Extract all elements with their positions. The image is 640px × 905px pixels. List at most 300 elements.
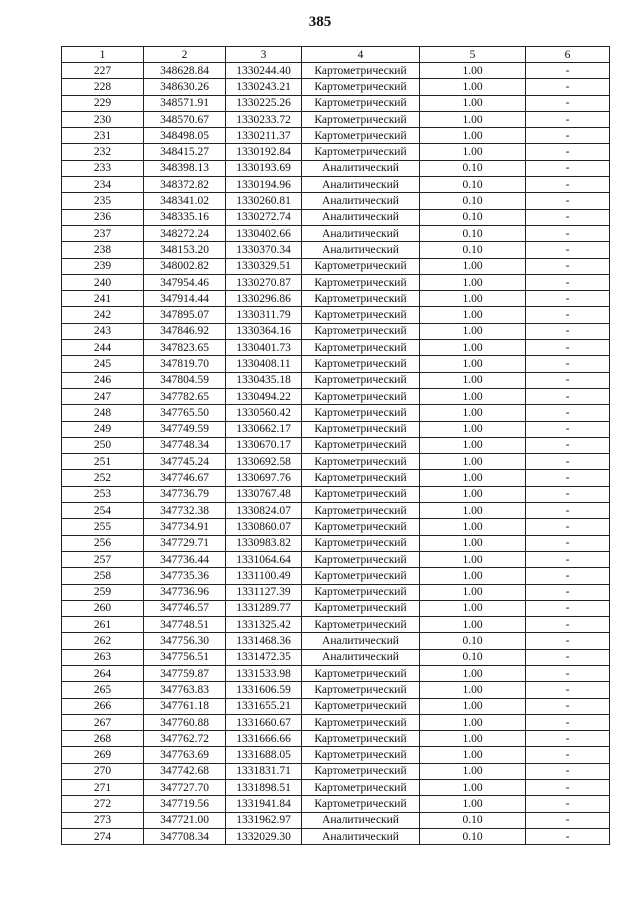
table-row	[62, 617, 610, 633]
table-cell: 347734.91	[144, 519, 226, 535]
table-cell: 1.00	[420, 454, 526, 470]
table-row	[62, 291, 610, 307]
table-cell: 0.10	[420, 649, 526, 665]
table-cell: 1331468.36	[226, 633, 302, 649]
table-cell: 1.00	[420, 780, 526, 796]
table-cell: -	[526, 95, 610, 111]
table-cell: Аналитический	[302, 209, 420, 225]
table-cell: Картометрический	[302, 600, 420, 616]
coordinates-table	[61, 46, 610, 845]
table-row	[62, 323, 610, 339]
table-cell: 1330364.16	[226, 323, 302, 339]
table-cell: 1330244.40	[226, 63, 302, 79]
table-cell: -	[526, 665, 610, 681]
table-cell: 231	[62, 128, 144, 144]
table-cell: 266	[62, 698, 144, 714]
table-cell: -	[526, 535, 610, 551]
table-row	[62, 828, 610, 844]
table-row	[62, 568, 610, 584]
table-cell: 235	[62, 193, 144, 209]
table-row	[62, 307, 610, 323]
table-cell: 241	[62, 291, 144, 307]
table-cell: 1.00	[420, 95, 526, 111]
table-cell: 347746.67	[144, 470, 226, 486]
table-cell: 348372.82	[144, 177, 226, 193]
table-cell: 260	[62, 600, 144, 616]
table-cell: 1.00	[420, 568, 526, 584]
table-row	[62, 633, 610, 649]
table-cell: 1.00	[420, 291, 526, 307]
table-row	[62, 519, 610, 535]
table-cell: 1330860.07	[226, 519, 302, 535]
table-cell: 261	[62, 617, 144, 633]
table-cell: Картометрический	[302, 258, 420, 274]
table-cell: 347762.72	[144, 731, 226, 747]
table-cell: 269	[62, 747, 144, 763]
table-cell: 347759.87	[144, 665, 226, 681]
table-cell: 247	[62, 388, 144, 404]
table-cell: 1.00	[420, 388, 526, 404]
table-cell: 1330824.07	[226, 503, 302, 519]
table-header-row	[62, 47, 610, 63]
table-row	[62, 193, 610, 209]
table-cell: 1.00	[420, 747, 526, 763]
table-cell: Картометрический	[302, 111, 420, 127]
table-cell: 1330192.84	[226, 144, 302, 160]
table-cell: 347749.59	[144, 421, 226, 437]
table-cell: -	[526, 405, 610, 421]
table-cell: 229	[62, 95, 144, 111]
table-cell: 347736.44	[144, 551, 226, 567]
table-row	[62, 486, 610, 502]
table-cell: Картометрический	[302, 405, 420, 421]
table-cell: Картометрический	[302, 584, 420, 600]
table-row	[62, 812, 610, 828]
table-cell: 347895.07	[144, 307, 226, 323]
table-cell: -	[526, 600, 610, 616]
table-cell: Картометрический	[302, 519, 420, 535]
table-cell: 249	[62, 421, 144, 437]
table-cell: -	[526, 568, 610, 584]
table-row	[62, 551, 610, 567]
table-cell: Картометрический	[302, 698, 420, 714]
table-cell: 1330560.42	[226, 405, 302, 421]
table-cell: 246	[62, 372, 144, 388]
table-cell: 248	[62, 405, 144, 421]
table-cell: Аналитический	[302, 160, 420, 176]
table-cell: 234	[62, 177, 144, 193]
table-cell: Картометрический	[302, 535, 420, 551]
table-cell: 228	[62, 79, 144, 95]
table-cell: 1.00	[420, 600, 526, 616]
table-cell: -	[526, 454, 610, 470]
table-cell: 347732.38	[144, 503, 226, 519]
table-cell: -	[526, 486, 610, 502]
table-cell: 347736.79	[144, 486, 226, 502]
table-cell: 348570.67	[144, 111, 226, 127]
table-cell: Картометрический	[302, 503, 420, 519]
table-row	[62, 144, 610, 160]
table-row	[62, 405, 610, 421]
table-cell: Картометрический	[302, 454, 420, 470]
column-header: 1	[62, 47, 144, 63]
table-row	[62, 128, 610, 144]
table-cell: -	[526, 193, 610, 209]
table-cell: 1330692.58	[226, 454, 302, 470]
table-cell: 258	[62, 568, 144, 584]
table-cell: 347914.44	[144, 291, 226, 307]
table-cell: -	[526, 649, 610, 665]
table-cell: 1.00	[420, 731, 526, 747]
table-cell: -	[526, 63, 610, 79]
table-cell: 1.00	[420, 714, 526, 730]
table-cell: -	[526, 160, 610, 176]
table-cell: 347765.50	[144, 405, 226, 421]
table-row	[62, 437, 610, 453]
table-row	[62, 796, 610, 812]
table-cell: 263	[62, 649, 144, 665]
table-cell: -	[526, 682, 610, 698]
table-cell: 1.00	[420, 128, 526, 144]
table-cell: Картометрический	[302, 714, 420, 730]
table-cell: 1.00	[420, 698, 526, 714]
table-cell: 250	[62, 437, 144, 453]
table-cell: 1.00	[420, 144, 526, 160]
table-row	[62, 209, 610, 225]
table-cell: 1.00	[420, 421, 526, 437]
table-cell: -	[526, 356, 610, 372]
table-row	[62, 258, 610, 274]
table-cell: 1.00	[420, 551, 526, 567]
table-cell: 1330194.96	[226, 177, 302, 193]
table-cell: Картометрический	[302, 79, 420, 95]
table-cell: 347763.69	[144, 747, 226, 763]
table-cell: 348571.91	[144, 95, 226, 111]
table-cell: 1330233.72	[226, 111, 302, 127]
table-cell: 251	[62, 454, 144, 470]
table-cell: 1330670.17	[226, 437, 302, 453]
table-cell: 1.00	[420, 470, 526, 486]
table-cell: 253	[62, 486, 144, 502]
table-cell: Картометрический	[302, 144, 420, 160]
table-cell: 1331655.21	[226, 698, 302, 714]
table-row	[62, 242, 610, 258]
table-cell: Картометрический	[302, 796, 420, 812]
table-row	[62, 600, 610, 616]
table-cell: 1.00	[420, 405, 526, 421]
table-cell: 1330270.87	[226, 274, 302, 290]
table-cell: 347729.71	[144, 535, 226, 551]
table-cell: Аналитический	[302, 193, 420, 209]
table-cell: 1.00	[420, 63, 526, 79]
table-cell: 267	[62, 714, 144, 730]
table-cell: 347782.65	[144, 388, 226, 404]
table-cell: 347804.59	[144, 372, 226, 388]
page-number: 385	[308, 14, 332, 30]
table-cell: 347748.51	[144, 617, 226, 633]
table-cell: 262	[62, 633, 144, 649]
table-cell: 1331289.77	[226, 600, 302, 616]
table-cell: 1.00	[420, 274, 526, 290]
table-cell: 1330311.79	[226, 307, 302, 323]
column-header: 2	[144, 47, 226, 63]
table-cell: 227	[62, 63, 144, 79]
table-cell: 1331941.84	[226, 796, 302, 812]
table-cell: -	[526, 144, 610, 160]
table-row	[62, 780, 610, 796]
table-row	[62, 584, 610, 600]
table-cell: -	[526, 731, 610, 747]
table-cell: 1.00	[420, 584, 526, 600]
table-cell: 243	[62, 323, 144, 339]
table-cell: -	[526, 225, 610, 241]
table-cell: -	[526, 291, 610, 307]
table-cell: -	[526, 584, 610, 600]
table-cell: 347727.70	[144, 780, 226, 796]
table-row	[62, 160, 610, 176]
table-cell: Картометрический	[302, 63, 420, 79]
table-cell: 252	[62, 470, 144, 486]
table-row	[62, 340, 610, 356]
table-cell: 1331064.64	[226, 551, 302, 567]
table-row	[62, 225, 610, 241]
table-cell: 1330408.11	[226, 356, 302, 372]
table-row	[62, 682, 610, 698]
table-cell: Картометрический	[302, 95, 420, 111]
table-row	[62, 111, 610, 127]
table-cell: 348272.24	[144, 225, 226, 241]
table-cell: 1331100.49	[226, 568, 302, 584]
table-cell: 1330401.73	[226, 340, 302, 356]
table-row	[62, 79, 610, 95]
table-cell: Картометрический	[302, 763, 420, 779]
table-cell: 348335.16	[144, 209, 226, 225]
table-cell: 1330296.86	[226, 291, 302, 307]
table-cell: Картометрический	[302, 340, 420, 356]
table-cell: -	[526, 437, 610, 453]
table-cell: 0.10	[420, 193, 526, 209]
table-cell: 347742.68	[144, 763, 226, 779]
table-row	[62, 665, 610, 681]
table-cell: 1331898.51	[226, 780, 302, 796]
table-cell: Картометрический	[302, 780, 420, 796]
table-cell: -	[526, 503, 610, 519]
table-cell: 1330435.18	[226, 372, 302, 388]
table-cell: 347735.36	[144, 568, 226, 584]
table-cell: 1330260.81	[226, 193, 302, 209]
table-cell: Аналитический	[302, 633, 420, 649]
table-cell: Картометрический	[302, 388, 420, 404]
table-cell: 236	[62, 209, 144, 225]
table-row	[62, 470, 610, 486]
table-cell: 239	[62, 258, 144, 274]
table-cell: 0.10	[420, 209, 526, 225]
table-cell: 1331472.35	[226, 649, 302, 665]
table-row	[62, 503, 610, 519]
table-cell: Картометрический	[302, 551, 420, 567]
table-cell: -	[526, 388, 610, 404]
table-cell: -	[526, 307, 610, 323]
table-cell: Картометрический	[302, 307, 420, 323]
column-header: 6	[526, 47, 610, 63]
table-cell: 0.10	[420, 828, 526, 844]
table-cell: -	[526, 340, 610, 356]
table-cell: -	[526, 617, 610, 633]
table-cell: 237	[62, 225, 144, 241]
table-cell: 1.00	[420, 79, 526, 95]
table-cell: 348341.02	[144, 193, 226, 209]
table-cell: Аналитический	[302, 649, 420, 665]
table-cell: Картометрический	[302, 323, 420, 339]
table-cell: 1331831.71	[226, 763, 302, 779]
table-cell: 347761.18	[144, 698, 226, 714]
table-body	[62, 63, 610, 845]
table-cell: 1.00	[420, 617, 526, 633]
table-cell: Картометрический	[302, 421, 420, 437]
table-cell: 347846.92	[144, 323, 226, 339]
table-cell: Картометрический	[302, 568, 420, 584]
table-cell: 347819.70	[144, 356, 226, 372]
table-cell: 244	[62, 340, 144, 356]
table-cell: 347756.51	[144, 649, 226, 665]
table-cell: 347719.56	[144, 796, 226, 812]
table-cell: Картометрический	[302, 356, 420, 372]
table-cell: 347760.88	[144, 714, 226, 730]
table-cell: 347708.34	[144, 828, 226, 844]
table-cell: 245	[62, 356, 144, 372]
table-cell: 1331688.05	[226, 747, 302, 763]
table-row	[62, 649, 610, 665]
table-cell: -	[526, 698, 610, 714]
table-cell: Картометрический	[302, 486, 420, 502]
column-header: 5	[420, 47, 526, 63]
table-cell: 256	[62, 535, 144, 551]
table-cell: 1.00	[420, 763, 526, 779]
table-cell: 264	[62, 665, 144, 681]
table-cell: 233	[62, 160, 144, 176]
table-cell: 1331533.98	[226, 665, 302, 681]
table-cell: 1.00	[420, 665, 526, 681]
table-cell: 1330225.26	[226, 95, 302, 111]
table-cell: 1.00	[420, 796, 526, 812]
table-cell: 347721.00	[144, 812, 226, 828]
table-cell: 348398.13	[144, 160, 226, 176]
table-cell: 1330370.34	[226, 242, 302, 258]
table-cell: Картометрический	[302, 617, 420, 633]
table-cell: -	[526, 258, 610, 274]
table-cell: Картометрический	[302, 682, 420, 698]
table-cell: 347756.30	[144, 633, 226, 649]
table-row	[62, 714, 610, 730]
table-cell: -	[526, 812, 610, 828]
table-row	[62, 698, 610, 714]
table-cell: 1331606.59	[226, 682, 302, 698]
table-cell: 1330329.51	[226, 258, 302, 274]
table-row	[62, 747, 610, 763]
table-cell: 257	[62, 551, 144, 567]
table-row	[62, 63, 610, 79]
table-cell: 1.00	[420, 372, 526, 388]
table-row	[62, 535, 610, 551]
table-cell: 1330767.48	[226, 486, 302, 502]
table-cell: 348153.20	[144, 242, 226, 258]
table-cell: 232	[62, 144, 144, 160]
table-row	[62, 95, 610, 111]
table-cell: -	[526, 274, 610, 290]
table-row	[62, 763, 610, 779]
table-cell: 1330402.66	[226, 225, 302, 241]
table-cell: 1331962.97	[226, 812, 302, 828]
table-cell: Картометрический	[302, 470, 420, 486]
table-cell: 1330193.69	[226, 160, 302, 176]
table-cell: 271	[62, 780, 144, 796]
table-cell: 348498.05	[144, 128, 226, 144]
table-cell: Картометрический	[302, 291, 420, 307]
table-cell: 265	[62, 682, 144, 698]
table-cell: 1330662.17	[226, 421, 302, 437]
column-header: 4	[302, 47, 420, 63]
table-cell: Аналитический	[302, 242, 420, 258]
table-cell: 348002.82	[144, 258, 226, 274]
table-cell: 0.10	[420, 812, 526, 828]
table-cell: -	[526, 372, 610, 388]
table-cell: -	[526, 177, 610, 193]
table-cell: -	[526, 828, 610, 844]
table-cell: Картометрический	[302, 372, 420, 388]
table-cell: 347746.57	[144, 600, 226, 616]
table-cell: -	[526, 714, 610, 730]
table-cell: 255	[62, 519, 144, 535]
table-cell: Картометрический	[302, 747, 420, 763]
table-cell: -	[526, 780, 610, 796]
table-cell: -	[526, 421, 610, 437]
table-cell: Аналитический	[302, 812, 420, 828]
table-cell: 348415.27	[144, 144, 226, 160]
table-cell: 347823.65	[144, 340, 226, 356]
table-cell: 1.00	[420, 111, 526, 127]
table-cell: 1.00	[420, 519, 526, 535]
table-cell: 347736.96	[144, 584, 226, 600]
table-cell: 347745.24	[144, 454, 226, 470]
table-cell: 272	[62, 796, 144, 812]
table-cell: Аналитический	[302, 828, 420, 844]
table-cell: 1.00	[420, 356, 526, 372]
table-cell: 348630.26	[144, 79, 226, 95]
table-cell: -	[526, 519, 610, 535]
table-row	[62, 388, 610, 404]
table-cell: Картометрический	[302, 128, 420, 144]
table-cell: 1331660.67	[226, 714, 302, 730]
table-cell: 254	[62, 503, 144, 519]
table-cell: -	[526, 796, 610, 812]
table-cell: 1.00	[420, 682, 526, 698]
table-cell: 1.00	[420, 486, 526, 502]
table-cell: 0.10	[420, 242, 526, 258]
table-cell: 1.00	[420, 503, 526, 519]
table-cell: Аналитический	[302, 177, 420, 193]
table-cell: 1330697.76	[226, 470, 302, 486]
table-cell: 1.00	[420, 437, 526, 453]
table-cell: 1330272.74	[226, 209, 302, 225]
table-cell: Аналитический	[302, 225, 420, 241]
table-cell: -	[526, 551, 610, 567]
table-cell: 242	[62, 307, 144, 323]
table-cell: -	[526, 209, 610, 225]
table-cell: 1.00	[420, 340, 526, 356]
table-cell: Картометрический	[302, 437, 420, 453]
table-cell: 273	[62, 812, 144, 828]
table-cell: 240	[62, 274, 144, 290]
